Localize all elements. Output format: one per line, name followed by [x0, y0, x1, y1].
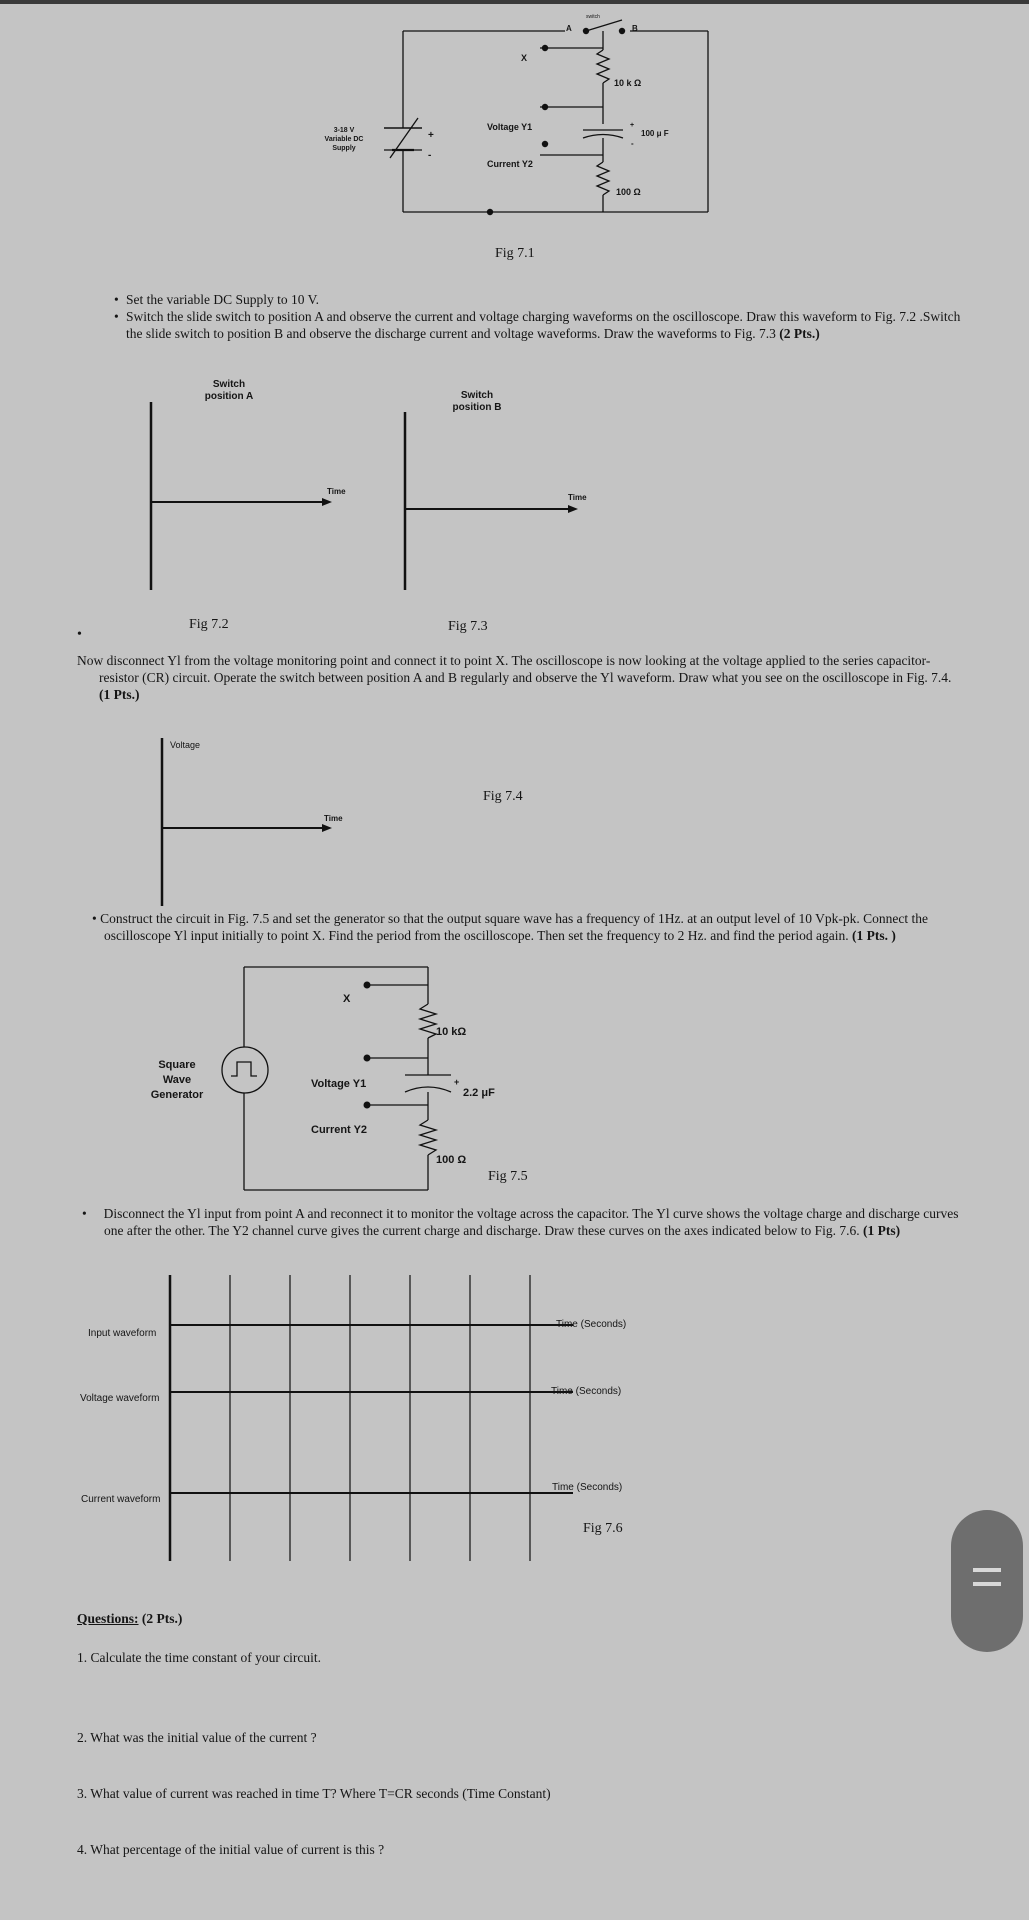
capacitor-100uf-label: 100 μ F — [641, 129, 669, 138]
paragraph-disconnect-yl-input-points: (1 Pts) — [863, 1223, 901, 1238]
paragraph-construct-circuit-points: (1 Pts. ) — [851, 928, 896, 943]
fig-7-5-point-x-label: X — [343, 993, 351, 1005]
question-3: 3. What value of current was reached in time T? Where T=CR seconds (Time Constant) — [77, 1786, 551, 1801]
fig-7-5-cap-plus-label: + — [454, 1077, 460, 1087]
current-waveform-label: Current waveform — [81, 1494, 161, 1505]
bullet-dot: • — [77, 627, 82, 642]
paragraph-disconnect-yl-input-text: Disconnect the Yl input from point A and reconnect it to monitor the voltage across the capacitor. The Yl curve shows the voltage charge and discharge curves one after the other. The Y2 channel curve gives the current charge and discharge. Draw these curves on the axes indicated below to Fig. 7.6. — [103, 1206, 959, 1238]
menu-icon-bar-bottom — [973, 1582, 1001, 1586]
step-slide-switch-points: (2 Pts.) — [779, 326, 820, 341]
supply-label-line1: 3-18 V — [333, 127, 355, 134]
input-waveform-label: Input waveform — [88, 1328, 157, 1339]
supply-plus-label: + — [428, 130, 434, 141]
supply-minus-label: - — [428, 150, 432, 161]
step-set-supply: • Set the variable DC Supply to 10 V. — [126, 291, 963, 308]
supply-label-line3: Supply — [332, 145, 356, 152]
fig-7-3-title-line2: position B — [452, 402, 502, 413]
fig-7-4-voltage-label: Voltage — [170, 740, 201, 750]
questions-title: Questions: — [77, 1611, 139, 1626]
fig-7-5-resistor-100-label: 100 Ω — [436, 1154, 467, 1166]
menu-icon-bar-top — [973, 1568, 1001, 1572]
paragraph-construct-circuit-text: Construct the circuit in Fig. 7.5 and set the generator so that the output square wave has a frequency of 1Hz. at an output level of 10 Vpk-pk. Connect the oscilloscope Yl input initially to point X. Find the period from the oscilloscope. Then set the frequency to 2 Hz. and find the period again. — [100, 911, 929, 943]
fig-7-2-title-line2: position A — [204, 391, 254, 402]
time-seconds-label-1: Time (Seconds) — [556, 1319, 627, 1330]
menu-button[interactable] — [951, 1510, 1023, 1652]
generator-label-line1: Square — [158, 1059, 196, 1071]
time-seconds-label-2: Time (Seconds) — [551, 1386, 622, 1397]
time-seconds-label-3: Time (Seconds) — [552, 1482, 623, 1493]
fig-7-5-capacitor-label: 2.2 μF — [463, 1087, 495, 1099]
fig-7-5-voltage-y1-label: Voltage Y1 — [311, 1078, 367, 1090]
cap-plus-label: + — [630, 122, 635, 129]
fig-7-3-caption: Fig 7.3 — [448, 619, 488, 634]
fig-7-5-resistor-10k-label: 10 kΩ — [436, 1026, 467, 1038]
step-slide-switch-text: Switch the slide switch to position A and observe the current and voltage charging waveforms on the oscilloscope. Draw this waveform to Fig. 7.2 .Switch the slide switch to position B and observe the discharge current and voltage waveforms. Draw the waveforms to Fig. 7.3 — [126, 309, 961, 341]
resistor-10k-label: 10 k Ω — [614, 78, 642, 88]
fig-7-2-caption: Fig 7.2 — [189, 617, 229, 632]
questions-heading — [77, 1610, 182, 1627]
question-1: 1. Calculate the time constant of your circuit. — [77, 1650, 322, 1665]
fig-7-2-title-line1: Switch — [212, 379, 246, 390]
generator-label-line2: Wave — [162, 1074, 192, 1086]
supply-label-line2: Variable DC — [324, 136, 364, 143]
generator-label-line3: Generator — [150, 1089, 204, 1101]
question-4: 4. What percentage of the initial value of current is this ? — [77, 1842, 385, 1857]
fig-7-5-caption: Fig 7.5 — [488, 1169, 528, 1184]
switch-pos-b-label: B — [632, 24, 638, 33]
questions-points: (2 Pts.) — [141, 1611, 183, 1626]
voltage-y1-label: Voltage Y1 — [487, 122, 533, 132]
point-x-label: X — [521, 53, 528, 63]
resistor-100-label: 100 Ω — [616, 187, 641, 197]
switch-pos-a-label: A — [566, 24, 572, 33]
paragraph-construct-circuit-body: • Construct the circuit in Fig. 7.5 and set the generator so that the output square wave has a frequency of 1Hz. at an output level of 10 Vpk-pk. Connect the oscilloscope Yl input initially to point X. Find the period from the oscilloscope. Then set the frequency to 2 Hz. and find the period again. (1 Pts. ) — [92, 911, 929, 943]
switch-label: switch — [586, 14, 600, 20]
fig-7-4-time-label: Time — [324, 814, 343, 823]
fig-7-6-caption: Fig 7.6 — [583, 1521, 623, 1536]
current-y2-label: Current Y2 — [487, 159, 533, 169]
fig-7-2-time-label: Time — [327, 487, 346, 496]
fig-7-5-current-y2-label: Current Y2 — [311, 1124, 368, 1136]
fig-7-3-title-line1: Switch — [460, 390, 494, 401]
fig-7-4-caption: Fig 7.4 — [483, 789, 523, 804]
fig-7-3-time-label: Time — [568, 493, 587, 502]
paragraph-disconnect-y1-text: Now disconnect Yl from the voltage monitoring point and connect it to point X. The oscilloscope is now looking at the voltage applied to the series capacitor-resistor (CR) circuit. Operate the switch between position A and B regularly and observe the Yl waveform. Draw what you see on the oscilloscope in Fig. 7.4. — [77, 653, 952, 685]
question-2: 2. What was the initial value of the current ? — [77, 1730, 317, 1745]
cap-minus-label: - — [631, 139, 634, 148]
fig-7-1-caption: Fig 7.1 — [495, 246, 535, 261]
paragraph-disconnect-y1-points: (1 Pts.) — [99, 687, 140, 702]
voltage-waveform-label: Voltage waveform — [80, 1393, 160, 1404]
paragraph-disconnect-yl-input-body: • Disconnect the Yl input from point A and reconnect it to monitor the voltage across the capacitor. The Yl curve shows the voltage charge and discharge curves one after the other. The Y2 channel curve gives the current charge and discharge. Draw these curves on the axes indicated below to Fig. 7.6. (1 Pts) — [82, 1206, 959, 1238]
